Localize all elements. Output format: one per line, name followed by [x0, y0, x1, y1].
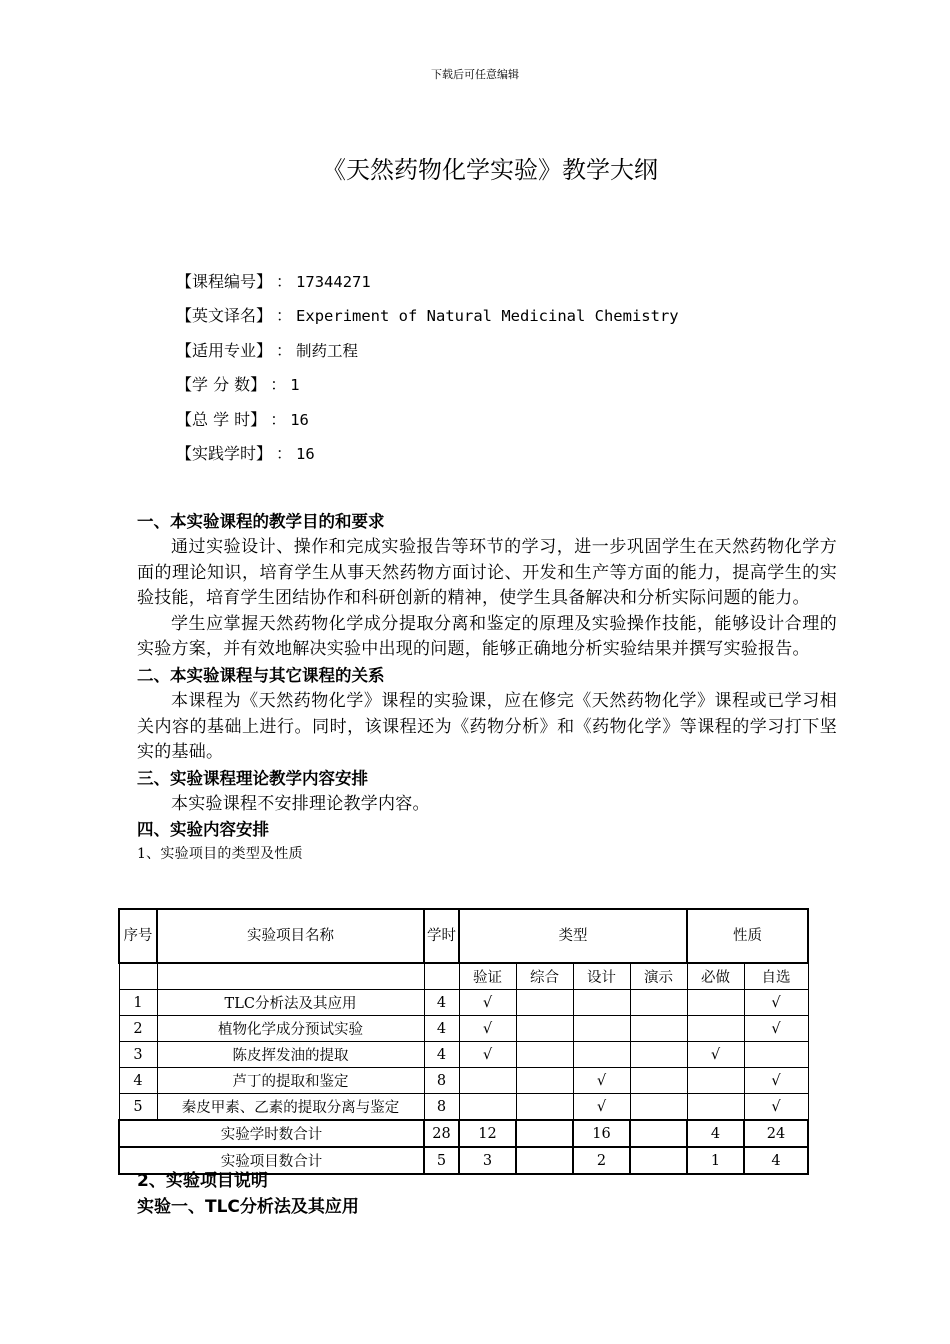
subheader-cell: 必做 — [687, 963, 744, 990]
table-row: 1 TLC分析法及其应用 4 √ √ — [119, 990, 808, 1016]
header-note: 下载后可任意编辑 — [431, 68, 519, 81]
experiment-table — [118, 908, 809, 1175]
meta-total-hours: 【总 学 时】 ： 16 — [176, 409, 309, 429]
table-row: 2 植物化学成分预试实验 4 √ √ — [119, 1016, 808, 1042]
subheader-cell: 综合 — [516, 963, 573, 990]
table-row: 3 陈皮挥发油的提取 4 √ √ — [119, 1042, 808, 1068]
section-heading: 二、本实验课程与其它课程的关系 — [137, 665, 385, 685]
table-row: 5 秦皮甲素、乙素的提取分离与鉴定 8 √ √ — [119, 1094, 808, 1121]
paragraph: 本课程为《天然药物化学》课程的实验课，应在修完《天然药物化学》课程或已学习相关内容的基础上进行。同时，该课程还为《药物分析》和《药物化学》等课程的学习打下坚实的基础。 — [137, 690, 837, 763]
subheader-cell: 自选 — [744, 963, 808, 990]
course-meta-list — [176, 265, 679, 471]
subheader-cell: 验证 — [459, 963, 516, 990]
table-header-row — [119, 909, 808, 963]
section-heading: 四、实验内容安排 — [137, 820, 269, 840]
paragraph: 通过实验设计、操作和完成实验报告等环节的学习，进一步巩固学生在天然药物化学方面的理论知识，培育学生从事天然药物方面讨论、开发和生产等方面的能力，提高学生的实验技能，培育学生团结协作和科研创新的精神，使学生具备解决和分析实际问题的能力。 — [137, 537, 837, 609]
header-hours: 学时 — [424, 909, 459, 963]
meta-credits: 【学 分 数】 ： 1 — [176, 375, 300, 395]
paragraph: 本实验课程不安排理论教学内容。 — [171, 793, 430, 814]
meta-course-code: 【课程编号】 ： 17344271 — [176, 272, 371, 291]
table-row: 4 芦丁的提取和鉴定 8 √ √ — [119, 1068, 808, 1094]
header-type: 类型 — [459, 909, 687, 963]
page-title: 《天然药物化学实验》教学大纲 — [322, 156, 658, 184]
section-heading: 一、本实验课程的教学目的和要求 — [137, 512, 385, 531]
experiment-heading: 实验一、TLC分析法及其应用 — [137, 1197, 359, 1217]
header-name: 实验项目名称 — [157, 909, 424, 963]
header-no: 序号 — [119, 909, 157, 963]
section-heading: 2、实验项目说明 — [137, 1171, 268, 1191]
header-nature: 性质 — [687, 909, 808, 963]
subheader-cell: 演示 — [630, 963, 687, 990]
table-subheader-row — [119, 963, 808, 990]
subsection-label: 1、实验项目的类型及性质 — [137, 846, 303, 863]
after-table-section — [137, 1168, 837, 1220]
meta-practice-hours: 【实践学时】 ： 16 — [176, 443, 315, 463]
document-body — [137, 509, 837, 865]
paragraph: 学生应掌握天然药物化学成分提取分离和鉴定的原理及实验操作技能，能够设计合理的实验方案，并有效地解决实验中出现的问题，能够正确地分析实验结果并撰写实验报告。 — [137, 613, 837, 660]
table-total-hours-row: 实验学时数合计 28 12 16 4 24 — [119, 1120, 808, 1147]
meta-english-name: 【英文译名】 ： Experiment of Natural Medicinal Chemistry — [176, 306, 679, 326]
table-total-items-row: 实验项目数合计 5 3 2 1 4 — [119, 1147, 808, 1174]
subheader-cell: 设计 — [573, 963, 630, 990]
meta-major: 【适用专业】 ： 制药工程 — [176, 340, 359, 360]
section-heading: 三、实验课程理论教学内容安排 — [137, 768, 368, 788]
